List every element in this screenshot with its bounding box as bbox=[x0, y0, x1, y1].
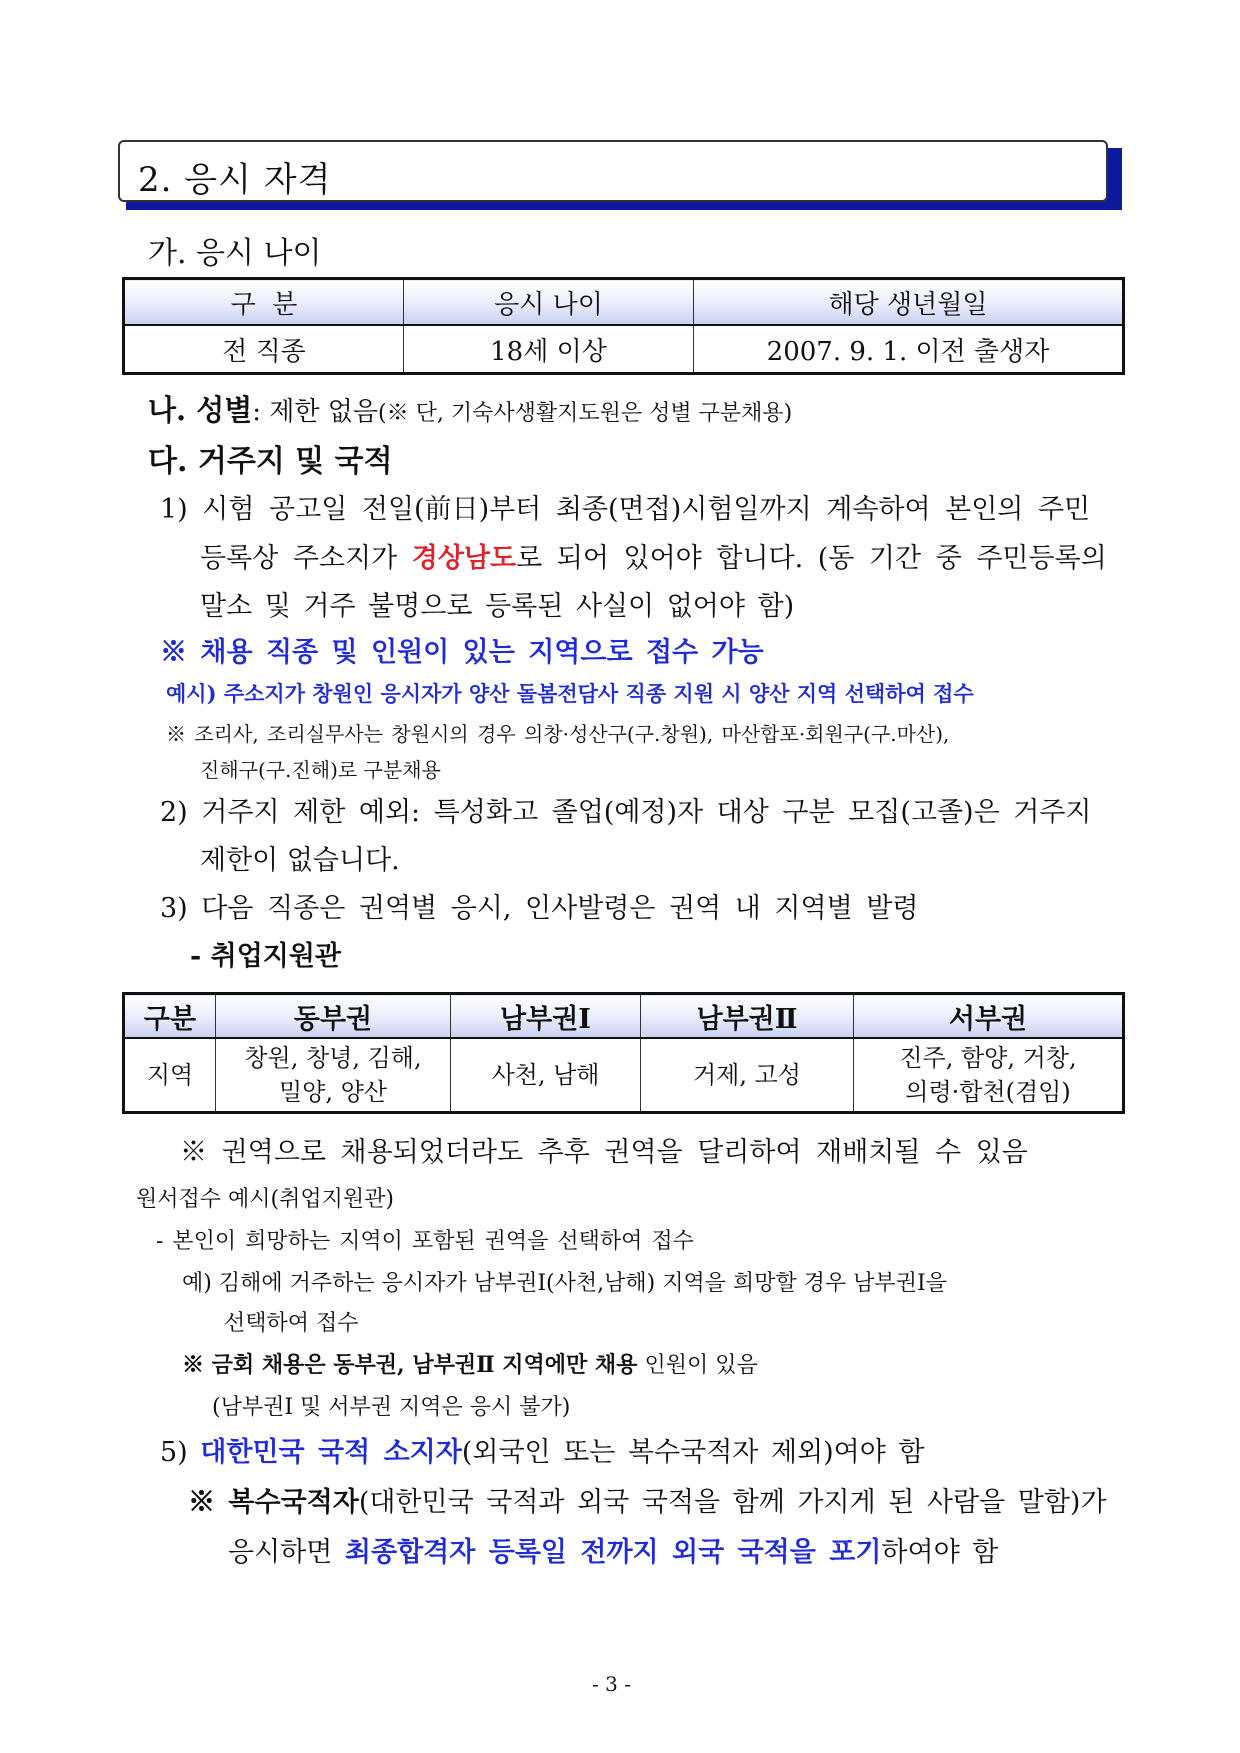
age-table-header: 구 분 bbox=[124, 279, 404, 326]
gender-line bbox=[148, 388, 792, 429]
gender-label: 나. 성별 bbox=[148, 393, 253, 427]
region-table-header: 구분 bbox=[124, 994, 216, 1039]
region-cell-line: 거제, 고성 bbox=[693, 1061, 801, 1089]
dual-prefix: ※ bbox=[188, 1487, 229, 1518]
dual-bold: 복수국적자 bbox=[228, 1487, 359, 1518]
age-table-cell: 2007. 9. 1. 이전 출생자 bbox=[694, 325, 1124, 374]
item5-rest: (외국인 또는 복수국적자 제외)여야 함 bbox=[461, 1437, 925, 1468]
page-number: - 3 - bbox=[592, 1672, 631, 1696]
section-title: 2. 응시 자격 bbox=[138, 160, 332, 200]
region-table-cell bbox=[854, 1038, 1124, 1113]
region-table-header: 남부권Ⅰ bbox=[451, 994, 641, 1039]
region-table-cell bbox=[641, 1038, 854, 1113]
residence-item1-line2 bbox=[200, 536, 1107, 575]
age-table bbox=[122, 277, 1125, 375]
note-this-time-line2: (남부권Ⅰ 및 서부권 지역은 응시 불가) bbox=[212, 1395, 571, 1420]
note-cook-line2: 진해구(구.진해)로 구분채용 bbox=[200, 758, 441, 782]
region-table-row-label: 지역 bbox=[124, 1038, 216, 1113]
age-table-header-row bbox=[124, 279, 1124, 326]
residence-item1-line3: 말소 및 거주 불명으로 등록된 사실이 없어야 함) bbox=[200, 591, 795, 622]
region-cell-line: 진주, 함양, 거창, bbox=[899, 1044, 1077, 1072]
item5-prefix: 5) bbox=[160, 1437, 201, 1468]
residence-highlight-gyeongnam: 경상남도 bbox=[411, 543, 517, 574]
dual-rest: (대한민국 국적과 외국 국적을 함께 가지게 된 사람을 말함)가 bbox=[358, 1487, 1107, 1518]
note-example: 예시) 주소지가 창원인 응시자가 양산 돌봄전담사 직종 지원 시 양산 지역 선택하여 접수 bbox=[166, 681, 974, 706]
residence-item3: 3) 다음 직종은 권역별 응시, 인사발령은 권역 내 지역별 발령 bbox=[160, 893, 919, 924]
residence-item1-line1 bbox=[160, 487, 1120, 526]
residence-item1-line1-text: 1) 시험 공고일 전일(前日)부터 최종(면접)시험일까지 계속하여 본인의 주민 bbox=[160, 494, 1091, 525]
region-table-header: 남부권Ⅱ bbox=[641, 994, 854, 1039]
age-table-header: 응시 나이 bbox=[404, 279, 694, 326]
residence-heading: 다. 거주지 및 국적 bbox=[148, 444, 393, 479]
section-header-box bbox=[118, 140, 1108, 202]
note-apply-region: ※ 채용 직종 및 인원이 있는 지역으로 접수 가능 bbox=[160, 637, 764, 668]
note-this-time-bold: ※ 금회 채용은 동부권, 남부권Ⅱ 지역에만 채용 bbox=[182, 1352, 638, 1378]
region-table-header-row bbox=[124, 994, 1124, 1039]
region-table-row bbox=[124, 1038, 1124, 1113]
age-table-header: 해당 생년월일 bbox=[694, 279, 1124, 326]
note-redeploy: ※ 권역으로 채용되었더라도 추후 권역을 달리하여 재배치될 수 있음 bbox=[180, 1137, 1028, 1168]
residence-item2-line1: 2) 거주지 제한 예외: 특성화고 졸업(예정)자 대상 구분 모집(고졸)은 거주지 bbox=[160, 797, 1092, 828]
region-cell-line: 의령·합천(겸임) bbox=[905, 1078, 1071, 1106]
nationality-item5 bbox=[160, 1430, 924, 1469]
region-table bbox=[122, 992, 1125, 1114]
dual-line2-highlight: 최종합격자 등록일 전까지 외국 국적을 포기 bbox=[344, 1537, 882, 1568]
gender-colon: : bbox=[252, 397, 270, 427]
age-table-row bbox=[124, 325, 1124, 374]
residence-item1-line2-a: 등록상 주소지가 bbox=[200, 543, 412, 574]
residence-item3-sub: - 취업지원관 bbox=[190, 941, 342, 972]
region-cell-line: 사천, 남해 bbox=[491, 1061, 600, 1089]
example-line2: 예) 김해에 거주하는 응시자가 남부권Ⅰ(사천,남해) 지역을 희망할 경우 남부권Ⅰ을 bbox=[182, 1271, 947, 1296]
example-line3: 선택하여 접수 bbox=[224, 1311, 359, 1336]
region-cell-line: 밀양, 양산 bbox=[279, 1078, 387, 1106]
dual-line2-b: 하여야 함 bbox=[881, 1537, 999, 1568]
example-line1: - 본인이 희망하는 지역이 포함된 권역을 선택하여 접수 bbox=[156, 1229, 694, 1254]
example-title: 원서접수 예시(취업지원관) bbox=[136, 1187, 394, 1212]
region-table-cell bbox=[451, 1038, 641, 1113]
region-table-cell bbox=[216, 1038, 451, 1113]
note-this-time bbox=[182, 1348, 758, 1379]
region-cell-line: 창원, 창녕, 김해, bbox=[244, 1044, 422, 1072]
note-cook-line1: ※ 조리사, 조리실무사는 창원시의 경우 의창·성산구(구.창원), 마산합포·회원구(구.마산), bbox=[166, 722, 950, 746]
dual-nationality-line2 bbox=[228, 1530, 998, 1569]
region-table-header: 서부권 bbox=[854, 994, 1124, 1039]
item5-highlight: 대한민국 국적 소지자 bbox=[200, 1437, 462, 1468]
note-this-time-rest: 인원이 있음 bbox=[637, 1353, 758, 1378]
dual-line2-a: 응시하면 bbox=[228, 1537, 345, 1568]
dual-nationality-line1 bbox=[188, 1480, 1107, 1519]
age-table-cell: 18세 이상 bbox=[404, 325, 694, 374]
gender-note: (※ 단, 기숙사생활지도원은 성별 구분채용) bbox=[378, 401, 793, 426]
residence-item2-line2: 제한이 없습니다. bbox=[200, 845, 400, 876]
gender-text: 제한 없음 bbox=[269, 397, 379, 427]
age-heading: 가. 응시 나이 bbox=[148, 236, 322, 271]
residence-item1-line2-b: 로 되어 있어야 합니다. (동 기간 중 주민등록의 bbox=[516, 543, 1107, 574]
age-table-cell: 전 직종 bbox=[124, 325, 404, 374]
region-table-header: 동부권 bbox=[216, 994, 451, 1039]
